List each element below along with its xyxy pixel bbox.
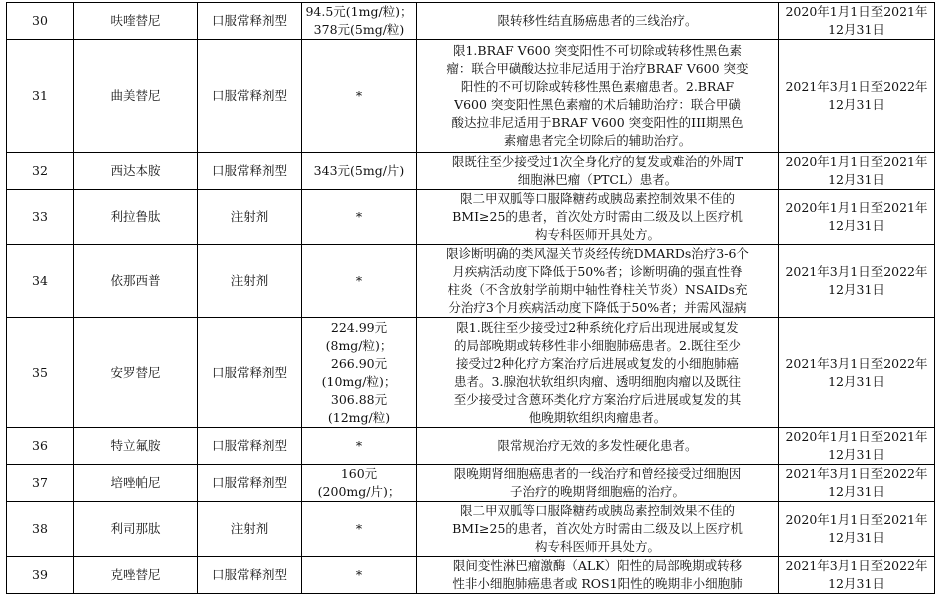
price-line: *	[355, 209, 363, 224]
table-row	[7, 428, 935, 465]
condition-cell	[417, 465, 779, 502]
cond-line: V600 突变阳性黑色素瘤的术后辅助治疗：联合甲磺	[454, 97, 741, 112]
drug-name-cell: 利司那肽	[74, 502, 198, 557]
cond-line: 限诊断明确的类风湿关节炎经传统DMARDs治疗3-6个	[446, 246, 749, 261]
cond-line: 限1.BRAF V600 突变阳性不可切除或转移性黑色素	[452, 43, 743, 58]
table-row	[7, 318, 935, 428]
dosage-form-cell: 注射剂	[198, 190, 302, 245]
price-line: 224.99元	[330, 319, 388, 335]
price-line: 160元	[340, 466, 378, 481]
row-number-cell: 33	[7, 190, 74, 245]
table-row	[7, 153, 935, 190]
price-line: *	[355, 521, 363, 536]
drug-name-cell: 安罗替尼	[74, 318, 198, 428]
period-line: 2020年1月1日至2021年	[785, 4, 928, 19]
table-row	[7, 3, 935, 40]
dosage-form-cell: 口服常释剂型	[198, 153, 302, 190]
period-line: 12月31日	[828, 576, 885, 591]
period-line: 2021年3月1日至2022年	[785, 79, 928, 94]
cond-line: 限二甲双胍等口服降糖药或胰岛素控制效果不佳的	[459, 191, 735, 206]
price-line: (10mg/粒)；	[321, 373, 397, 389]
condition-cell	[417, 557, 779, 594]
dosage-form-cell: 口服常释剂型	[198, 3, 302, 40]
cond-line: 他晚期软组织肉瘤患者。	[528, 409, 667, 425]
validity-period-cell	[779, 318, 935, 428]
price-line: 378元(5mg/粒)	[313, 22, 405, 37]
period-line: 12月31日	[828, 447, 885, 462]
price-cell	[302, 465, 417, 502]
cond-line: 限间变性淋巴瘤激酶（ALK）阳性的局部晚期或转移	[452, 558, 743, 573]
dosage-form-cell: 口服常释剂型	[198, 557, 302, 594]
cond-line: 分治疗3个月疾病活动度下降低于50%者；并需风湿病	[448, 300, 747, 315]
drug-name-cell: 呋喹替尼	[74, 3, 198, 40]
price-cell	[302, 40, 417, 153]
dosage-form-cell: 注射剂	[198, 245, 302, 318]
table-row	[7, 557, 935, 594]
price-line: *	[355, 567, 363, 582]
price-line: 343元(5mg/片)	[313, 163, 405, 178]
period-line: 12月31日	[828, 172, 885, 187]
price-line: 94.5元(1mg/粒)；	[305, 4, 413, 19]
cond-line: 性非小细胞肺癌患者或 ROS1阳性的晚期非小细胞肺	[452, 576, 743, 591]
price-line: (200mg/片)；	[317, 484, 401, 499]
row-number-cell: 35	[7, 318, 74, 428]
cond-line: 阳性的不可切除或转移性黑色素瘤患者。2.BRAF	[460, 79, 735, 94]
cond-line: 限常规治疗无效的多发性硬化患者。	[497, 438, 698, 453]
validity-period-cell	[779, 465, 935, 502]
cond-line: 的局部晚期或转移性非小细胞肺癌患者。2.既往至少	[454, 337, 741, 353]
period-line: 12月31日	[828, 373, 885, 389]
dosage-form-cell: 口服常释剂型	[198, 40, 302, 153]
period-line: 12月31日	[828, 530, 885, 545]
cond-line: 柱炎（不含放射学前期中轴性脊柱关节炎）NSAIDs充	[447, 282, 748, 297]
row-number-cell: 39	[7, 557, 74, 594]
drug-name-cell: 克唑替尼	[74, 557, 198, 594]
drug-name-cell: 培唑帕尼	[74, 465, 198, 502]
validity-period-cell	[779, 502, 935, 557]
cond-line: 至少接受过含蒽环类化疗方案治疗后进展或复发的其	[453, 391, 742, 407]
price-line: (12mg/粒)	[327, 409, 391, 425]
cond-line: 构专科医师开具处方。	[534, 227, 660, 242]
table-body	[7, 3, 935, 594]
condition-cell	[417, 502, 779, 557]
table-row	[7, 190, 935, 245]
validity-period-cell	[779, 245, 935, 318]
drug-name-cell: 西达本胺	[74, 153, 198, 190]
period-line: 2020年1月1日至2021年	[785, 200, 928, 215]
row-number-cell: 38	[7, 502, 74, 557]
cond-line: 瘤：联合甲磺酸达拉非尼适用于治疗BRAF V600 突变	[446, 61, 749, 76]
dosage-form-cell: 注射剂	[198, 502, 302, 557]
period-line: 2020年1月1日至2021年	[785, 429, 928, 444]
period-line: 12月31日	[828, 282, 885, 297]
cond-line: 构专科医师开具处方。	[534, 539, 660, 554]
price-cell	[302, 557, 417, 594]
period-line: 12月31日	[828, 218, 885, 233]
validity-period-cell	[779, 40, 935, 153]
row-number-cell: 30	[7, 3, 74, 40]
drug-name-cell: 依那西普	[74, 245, 198, 318]
cond-line: BMI≥25的患者，首次处方时需由二级及以上医疗机	[452, 209, 743, 224]
price-cell	[302, 245, 417, 318]
validity-period-cell	[779, 153, 935, 190]
validity-period-cell	[779, 190, 935, 245]
cond-line: 酸达拉非尼适用于BRAF V600 突变阳性的III期黑色	[451, 115, 744, 130]
validity-period-cell	[779, 3, 935, 40]
condition-cell	[417, 190, 779, 245]
dosage-form-cell: 口服常释剂型	[198, 318, 302, 428]
price-line: *	[355, 438, 363, 453]
period-line: 12月31日	[828, 22, 885, 37]
table-row	[7, 245, 935, 318]
row-number-cell: 31	[7, 40, 74, 153]
table-row	[7, 465, 935, 502]
condition-cell	[417, 428, 779, 465]
period-line: 12月31日	[828, 97, 885, 112]
cond-line: 接受过2种化疗方案治疗后进展或复发的小细胞肺癌	[456, 355, 739, 371]
condition-cell	[417, 153, 779, 190]
row-number-cell: 34	[7, 245, 74, 318]
period-line: 12月31日	[828, 484, 885, 499]
drug-reimbursement-table	[6, 2, 935, 594]
price-cell	[302, 502, 417, 557]
price-cell	[302, 3, 417, 40]
price-line: 266.90元	[330, 355, 388, 371]
condition-cell	[417, 40, 779, 153]
cond-line: 限1.既往至少接受过2种系统化疗后出现进展或复发	[456, 319, 739, 335]
cond-line: 素瘤患者完全切除后的辅助治疗。	[503, 133, 692, 148]
period-line: 2021年3月1日至2022年	[785, 558, 928, 573]
price-line: *	[355, 273, 363, 288]
row-number-cell: 32	[7, 153, 74, 190]
dosage-form-cell: 口服常释剂型	[198, 465, 302, 502]
cond-line: 月疾病活动度下降低于50%者；诊断明确的强直性脊	[452, 264, 743, 279]
dosage-form-cell: 口服常释剂型	[198, 428, 302, 465]
period-line: 2021年3月1日至2022年	[785, 264, 928, 279]
drug-name-cell: 特立氟胺	[74, 428, 198, 465]
row-number-cell: 37	[7, 465, 74, 502]
period-line: 2021年3月1日至2022年	[785, 355, 928, 371]
table-row	[7, 40, 935, 153]
period-line: 2020年1月1日至2021年	[785, 154, 928, 169]
condition-cell	[417, 318, 779, 428]
price-cell	[302, 153, 417, 190]
period-line: 2020年1月1日至2021年	[785, 512, 928, 527]
price-cell	[302, 318, 417, 428]
price-line: (8mg/粒)；	[325, 337, 393, 353]
condition-cell	[417, 245, 779, 318]
price-line: 306.88元	[330, 391, 388, 407]
validity-period-cell	[779, 428, 935, 465]
period-line: 2021年3月1日至2022年	[785, 466, 928, 481]
condition-cell	[417, 3, 779, 40]
cond-line: 限二甲双胍等口服降糖药或胰岛素控制效果不佳的	[459, 503, 735, 518]
cond-line: 限晚期肾细胞癌患者的一线治疗和曾经接受过细胞因	[453, 466, 742, 481]
drug-name-cell: 利拉鲁肽	[74, 190, 198, 245]
cond-line: 限转移性结直肠癌患者的三线治疗。	[497, 13, 698, 28]
row-number-cell: 36	[7, 428, 74, 465]
price-cell	[302, 190, 417, 245]
table-row	[7, 502, 935, 557]
cond-line: 细胞淋巴瘤（PTCL）患者。	[517, 172, 678, 187]
cond-line: BMI≥25的患者，首次处方时需由二级及以上医疗机	[452, 521, 743, 536]
cond-line: 患者。3.腺泡状软组织肉瘤、透明细胞肉瘤以及既往	[454, 373, 741, 389]
price-line: *	[355, 88, 363, 103]
cond-line: 子治疗的晚期肾细胞癌的治疗。	[509, 484, 685, 499]
price-cell	[302, 428, 417, 465]
cond-line: 限既往至少接受过1次全身化疗的复发或难治的外周T	[451, 154, 744, 169]
validity-period-cell	[779, 557, 935, 594]
drug-name-cell: 曲美替尼	[74, 40, 198, 153]
